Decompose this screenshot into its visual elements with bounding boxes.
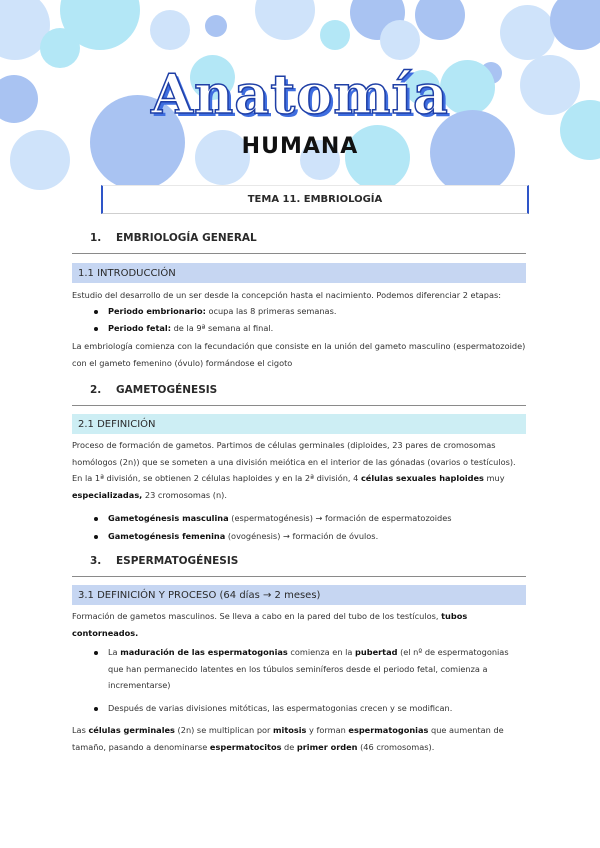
bubble bbox=[255, 0, 315, 40]
list-item: Después de varias divisiones mitóticas, las espermatogonias crecen y se modifican. bbox=[108, 703, 453, 713]
section-title: ESPERMATOGÉNESIS bbox=[116, 555, 239, 567]
section-heading-3 bbox=[90, 555, 238, 567]
bullet-icon bbox=[94, 310, 98, 314]
paragraph: La embriología comienza con la fecundación que consiste en la unión del gameto masculino (espermatozoide) con el gameto femenino (óvulo) formándose el cigoto bbox=[72, 341, 526, 368]
subsection-band bbox=[72, 585, 526, 605]
list-item: Periodo fetal: de la 9ª semana al final. bbox=[108, 323, 274, 333]
divider bbox=[72, 253, 526, 254]
section-number: 2. bbox=[90, 384, 102, 396]
bubble bbox=[550, 0, 600, 50]
document-title: Anatomía bbox=[151, 62, 449, 126]
section-number: 1. bbox=[90, 232, 102, 244]
bubble bbox=[415, 0, 465, 40]
topic-label: TEMA 11. EMBRIOLOGÍA bbox=[247, 194, 383, 205]
section-heading-1 bbox=[90, 232, 257, 244]
bullet-icon bbox=[94, 651, 98, 655]
bullet-icon bbox=[94, 707, 98, 711]
bubble bbox=[380, 20, 420, 60]
bullet-icon bbox=[94, 535, 98, 539]
bubble bbox=[150, 10, 190, 50]
divider bbox=[72, 405, 526, 406]
paragraph: Las células germinales (2n) se multiplican por mitosis y forman espermatogonias que aumentan de tamaño, pasando a denominarse espermatocitos de primer orden (46 cromosomas). bbox=[72, 725, 504, 752]
paragraph: Proceso de formación de gametos. Partimos de células germinales (diploides, 23 pares de cromosomas homólogos (2n)) que se someten a una división meiótica en el interior de las gónadas (ovarios o testículos). En la 1ª división, se obtienen 2 células haploides y en la 2ª división, 4 células sexuales haploides muy especializadas, 23 cromosomas (n). bbox=[72, 440, 516, 500]
document-subtitle: HUMANA bbox=[241, 134, 359, 159]
bubble bbox=[320, 20, 350, 50]
section-title: EMBRIOLOGÍA GENERAL bbox=[116, 232, 257, 244]
paragraph: Formación de gametos masculinos. Se lleva a cabo en la pared del tubo de los testículos, tubos contorneados. bbox=[72, 611, 468, 638]
subsection-band bbox=[72, 414, 526, 434]
subsection-title: 3.1 DEFINICIÓN Y PROCESO (64 días → 2 meses) bbox=[78, 589, 321, 601]
bullet-icon bbox=[94, 327, 98, 331]
list-item: Gametogénesis femenina (ovogénesis) → formación de óvulos. bbox=[108, 531, 379, 541]
topic-box bbox=[101, 185, 529, 214]
divider bbox=[72, 576, 526, 577]
section-heading-2 bbox=[90, 384, 217, 396]
subsection-band bbox=[72, 263, 526, 283]
bubble bbox=[205, 15, 227, 37]
list-item: La maduración de las espermatogonias comienza en la pubertad (el nº de espermatogonias que han permanecido latentes en los túbulos seminíferos desde el periodo fetal, comienza a incrementarse) bbox=[108, 647, 509, 690]
section-title: GAMETOGÉNESIS bbox=[116, 384, 218, 396]
paragraph: Estudio del desarrollo de un ser desde la concepción hasta el nacimiento. Podemos diferenciar 2 etapas: bbox=[72, 290, 502, 300]
bubble bbox=[500, 5, 555, 60]
list-item: Gametogénesis masculina (espermatogénesis) → formación de espermatozoides bbox=[108, 513, 452, 523]
list-item: Periodo embrionario: ocupa las 8 primeras semanas. bbox=[108, 306, 337, 316]
section-number: 3. bbox=[90, 555, 102, 567]
subsection-title: 2.1 DEFINICIÓN bbox=[78, 418, 156, 430]
bullet-icon bbox=[94, 517, 98, 521]
subsection-title: 1.1 INTRODUCCIÓN bbox=[78, 267, 176, 279]
